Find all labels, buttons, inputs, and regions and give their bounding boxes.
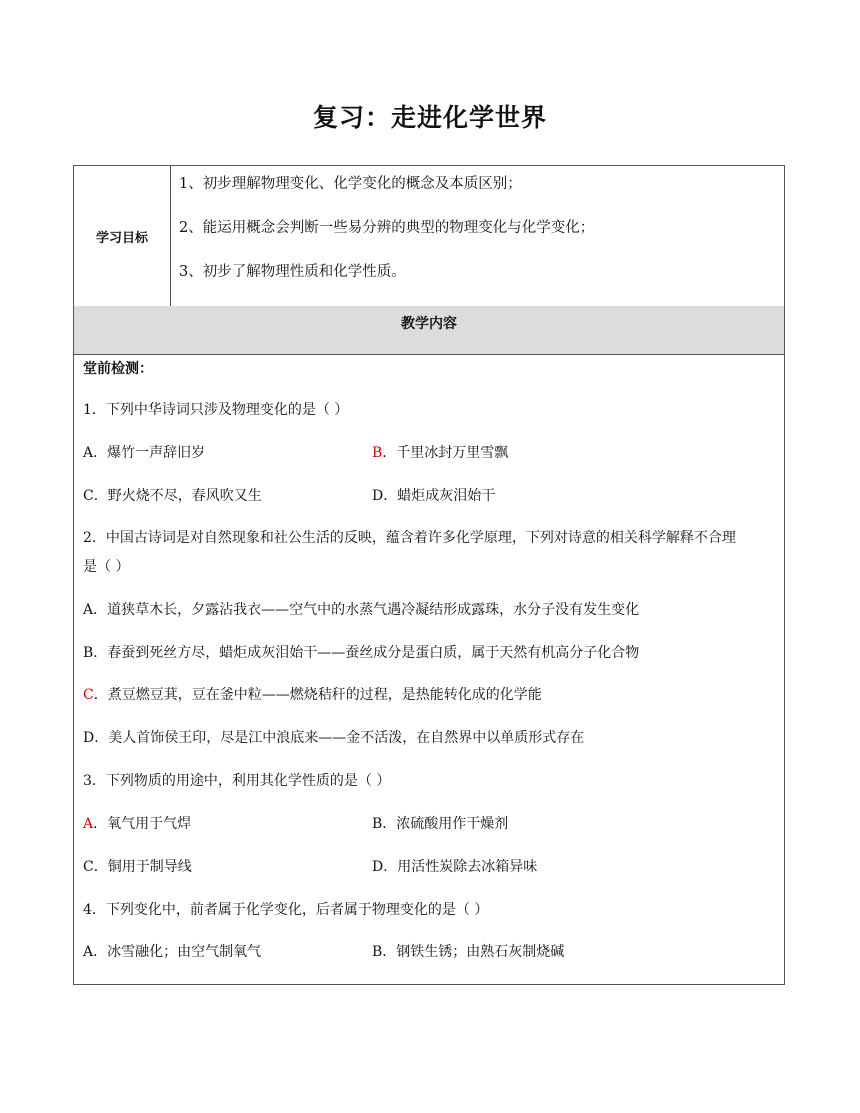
option-text: ．用活性炭除去冰箱异味	[383, 859, 538, 875]
option-text: ．铜用于制导线	[93, 859, 192, 875]
option-text: ．蜡炬成灰泪始干	[383, 488, 496, 504]
option-letter: B	[372, 944, 383, 960]
goal-item-1: 1、初步理解物理变化、化学变化的概念及本质区别；	[179, 176, 522, 192]
option-text: ．野火烧不尽，春风吹又生	[93, 488, 262, 504]
option-letter: A	[83, 602, 94, 618]
q3-option-c	[83, 857, 192, 877]
option-letter: D	[372, 488, 384, 504]
teaching-content-title: 教学内容	[401, 316, 457, 332]
q4-option-b	[372, 942, 564, 962]
option-text: ．浓硫酸用作干燥剂	[382, 816, 509, 832]
goal-item-2: 2、能运用概念会判断一些易分辨的典型的物理变化与化学变化；	[179, 220, 595, 236]
lesson-table	[73, 165, 785, 985]
option-text: ．冰雪融化；由空气制氧气	[93, 944, 262, 960]
q2-option-a	[83, 600, 639, 620]
q1-option-b	[372, 443, 508, 463]
option-letter: B	[372, 816, 383, 832]
option-letter: A	[83, 944, 94, 960]
learning-goals-row	[74, 166, 784, 307]
q2-option-d	[83, 728, 584, 748]
option-text: ．道狭草木长，夕露沾我衣——空气中的水蒸气遇冷凝结形成露珠，水分子没有发生变化	[93, 602, 640, 618]
question-1-stem: 1．下列中华诗词只涉及物理变化的是（ ）	[83, 402, 349, 418]
question-4-stem: 4．下列变化中，前者属于化学变化，后者属于物理变化的是（ ）	[83, 902, 489, 918]
option-letter: D	[372, 859, 384, 875]
option-text: ．美人首饰侯王印，尽是江中浪底来——金不活泼，在自然界中以单质形式存在	[94, 730, 585, 746]
answer-letter: B	[372, 445, 383, 461]
option-text: ．千里冰封万里雪飘	[382, 445, 509, 461]
q1-option-d	[372, 486, 495, 506]
teaching-content-header	[74, 306, 784, 355]
question-2-stem-line-2: 是（ ）	[83, 559, 130, 575]
question-2-stem-line-1: 2．中国古诗词是对自然现象和社公生活的反映，蕴含着许多化学原理，下列对诗意的相关科学解释不合理	[83, 530, 736, 546]
option-text: ．钢铁生锈；由熟石灰制烧碱	[382, 944, 565, 960]
option-text: ．氧气用于气焊	[93, 816, 192, 832]
answer-letter: C	[83, 687, 94, 703]
option-letter: D	[83, 730, 95, 746]
answer-letter: A	[83, 816, 94, 832]
option-letter: C	[83, 859, 94, 875]
option-letter: A	[83, 445, 94, 461]
q3-option-a	[83, 814, 191, 834]
option-letter: B	[83, 645, 94, 661]
q3-option-b	[372, 814, 508, 834]
q4-option-a	[83, 942, 261, 962]
learning-goals-label: 学习目标	[74, 166, 171, 306]
page-title: 复习：走进化学世界	[312, 103, 547, 132]
option-text: ．爆竹一声辞旧岁	[93, 445, 206, 461]
q1-option-c	[83, 486, 262, 506]
q1-option-a	[83, 443, 205, 463]
option-text: ．煮豆燃豆萁，豆在釜中粒——燃烧秸秆的过程，是热能转化成的化学能	[93, 687, 542, 703]
q3-option-d	[372, 857, 537, 877]
question-3-stem: 3．下列物质的用途中，利用其化学性质的是（ ）	[83, 773, 391, 789]
option-text: ．春蚕到死丝方尽，蜡炬成灰泪始干——蚕丝成分是蛋白质，属于天然有机高分子化合物	[93, 645, 640, 661]
q2-option-c	[83, 685, 542, 705]
pre-class-test-label: 堂前检测：	[83, 361, 153, 377]
option-letter: C	[83, 488, 94, 504]
q2-option-b	[83, 643, 639, 663]
goal-item-3: 3、初步了解物理性质和化学性质。	[179, 264, 406, 280]
